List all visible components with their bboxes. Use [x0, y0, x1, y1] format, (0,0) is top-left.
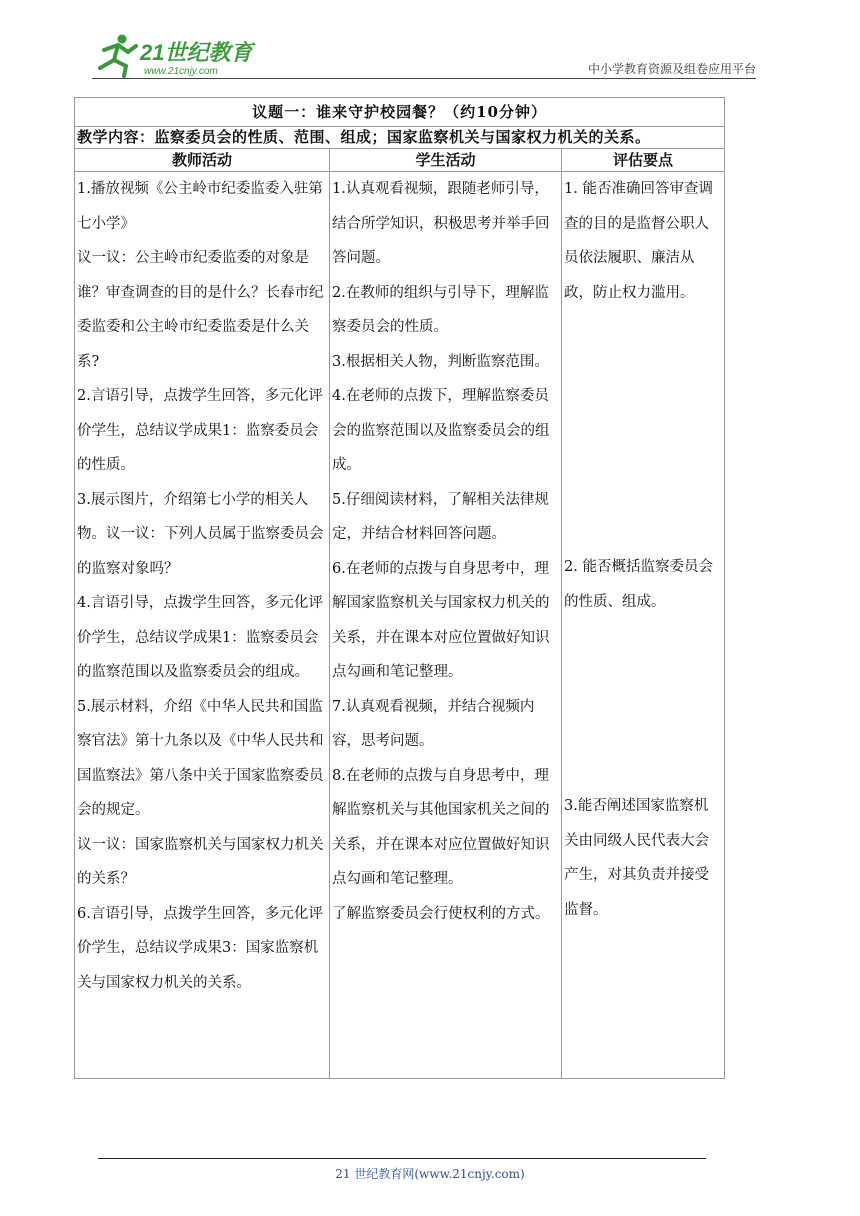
- teacher-step: 议一议：公主岭市纪委监委的对象是谁？审查调查的目的是什么？长春市纪委监委和公主岭市纪委监委是什么关系?: [77, 250, 324, 370]
- spacer: [564, 310, 722, 550]
- evaluation-points: [562, 172, 725, 1079]
- spacer: [564, 619, 722, 789]
- student-step: 8.在老师的点拨与自身思考中，理解监察机关与其他国家机关之间的关系，并在课本对应位置做好知识点勾画和笔记整理。: [332, 767, 550, 887]
- teacher-step: 议一议：国家监察机关与国家权力机关的关系？: [77, 836, 324, 887]
- student-step: 3.根据相关人物，判断监察范围。: [332, 353, 549, 370]
- platform-name: 中小学教育资源及组卷应用平台: [587, 62, 756, 76]
- teacher-step: 1.播放视频《公主岭市纪委监委入驻第七小学》: [77, 181, 323, 232]
- teacher-step: 3.展示图片，介绍第七小学的相关人物。议一议：下列人员属于监察委员会的监察对象吗？: [77, 491, 324, 577]
- footer-divider: [98, 1158, 706, 1159]
- header-divider: [92, 78, 756, 79]
- teacher-step: 2.言语引导，点拨学生回答，多元化评价学生，总结议学成果1：监察委员会的性质。: [77, 388, 323, 473]
- student-step: 6.在老师的点拨与自身思考中，理解国家监察机关与国家权力机关的关系，并在课本对应位置做好知识点勾画和笔记整理。: [332, 560, 550, 680]
- column-header-evaluation: 评估要点: [562, 149, 725, 172]
- teacher-activities: [75, 172, 330, 1079]
- student-step: 2.在教师的组织与引导下，理解监察委员会的性质。: [332, 284, 549, 335]
- evaluation-item: 3.能否阐述国家监察机关由同级人民代表大会产生，对其负责并接受监督。: [564, 798, 709, 918]
- svg-text:21世纪教育: 21世纪教育: [140, 40, 253, 65]
- topic-title: 议题一：谁来守护校园餐？（约10分钟）: [75, 98, 725, 127]
- teacher-step: 6.言语引导，点拨学生回答，多元化评价学生，总结议学成果3：国家监察机关与国家权力机关的关系。: [77, 905, 323, 991]
- student-step: 4.在老师的点拨下，理解监察委员会的监察范围以及监察委员会的组成。: [332, 388, 550, 473]
- site-logo: [92, 30, 262, 80]
- evaluation-item: 2. 能否概括监察委员会的性质、组成。: [564, 559, 713, 610]
- column-header-student: 学生活动: [330, 149, 562, 172]
- student-step: 7.认真观看视频，并结合视频内容，思考问题。: [332, 698, 535, 749]
- footer-text: 21 世纪教育网(www.21cnjy.com): [335, 1167, 525, 1181]
- student-step: 1.认真观看视频，跟随老师引导，结合所学知识，积极思考并举手回答问题。: [332, 181, 550, 266]
- student-activities: [330, 172, 562, 1079]
- lesson-table: [74, 97, 725, 1079]
- student-step: 5.仔细阅读材料，了解相关法律规定，并结合材料回答问题。: [332, 491, 549, 542]
- student-step: 了解监察委员会行使权利的方式。: [332, 905, 550, 922]
- teacher-step: 4.言语引导，点拨学生回答，多元化评价学生，总结议学成果1：监察委员会的监察范围以及监察委员会的组成。: [77, 595, 323, 680]
- svg-text:www.21cnjy.com: www.21cnjy.com: [144, 66, 218, 77]
- teaching-content: 教学内容：监察委员会的性质、范围、组成；国家监察机关与国家权力机关的关系。: [75, 127, 725, 149]
- evaluation-item: 1. 能否准确回答审查调查的目的是监督公职人员依法履职、廉洁从政，防止权力滥用。: [564, 181, 713, 301]
- teacher-step: 5.展示材料，介绍《中华人民共和国监察官法》第十九条以及《中华人民共和国监察法》第八条中关于国家监察委员会的规定。: [77, 698, 324, 818]
- column-header-teacher: 教师活动: [75, 149, 330, 172]
